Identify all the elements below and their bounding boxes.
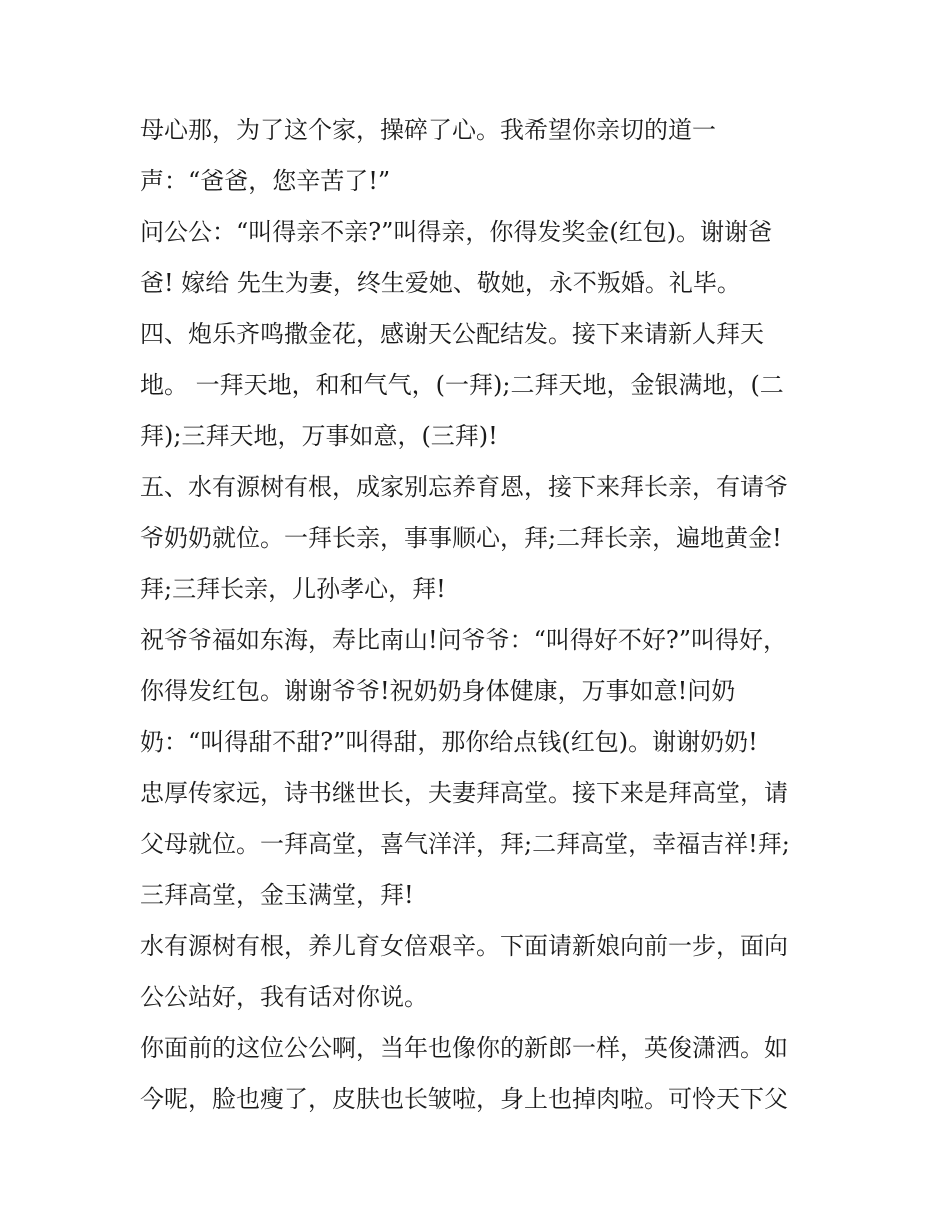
text-line: 拜;三拜长亲，儿孙孝心，拜! bbox=[140, 575, 446, 603]
text-line: 奶：“叫得甜不甜?”叫得甜，那你给点钱(红包)。谢谢奶奶! bbox=[140, 728, 758, 756]
text-line: 问公公：“叫得亲不亲?”叫得亲，你得发奖金(红包)。谢谢爸 bbox=[140, 218, 773, 246]
text-line: 母心那，为了这个家，操碎了心。我希望你亲切的道一 bbox=[140, 116, 716, 144]
text-line: 爸! 嫁给 先生为妻，终生爱她、敬她，永不叛婚。礼毕。 bbox=[140, 269, 741, 297]
text-line: 今呢，脸也瘦了，皮肤也长皱啦，身上也掉肉啦。可怜天下父 bbox=[140, 1085, 788, 1113]
text-line: 祝爷爷福如东海，寿比南山!问爷爷：“叫得好不好?”叫得好， bbox=[140, 626, 788, 654]
text-line: 拜);三拜天地，万事如意，(三拜)! bbox=[140, 422, 498, 450]
text-line: 水有源树有根，养儿育女倍艰辛。下面请新娘向前一步，面向 bbox=[140, 932, 788, 960]
text-line: 忠厚传家远，诗书继世长，夫妻拜高堂。接下来是拜高堂，请 bbox=[140, 779, 788, 807]
text-line: 三拜高堂，金玉满堂，拜! bbox=[140, 881, 414, 909]
text-line: 爷奶奶就位。一拜长亲，事事顺心，拜;二拜长亲，遍地黄金! bbox=[140, 524, 782, 552]
text-line: 公公站好，我有话对你说。 bbox=[140, 983, 428, 1011]
text-line: 你面前的这位公公啊，当年也像你的新郎一样，英俊潇洒。如 bbox=[140, 1034, 788, 1062]
text-line: 四、炮乐齐鸣撒金花，感谢天公配结发。接下来请新人拜天 bbox=[140, 320, 764, 348]
document-body bbox=[140, 105, 820, 1125]
text-line: 地。 一拜天地，和和气气，(一拜);二拜天地，金银满地，(二 bbox=[140, 371, 784, 399]
text-line: 父母就位。一拜高堂，喜气洋洋，拜;二拜高堂，幸福吉祥!拜; bbox=[140, 830, 790, 858]
text-line: 五、水有源树有根，成家别忘养育恩，接下来拜长亲，有请爷 bbox=[140, 473, 788, 501]
text-line: 你得发红包。谢谢爷爷!祝奶奶身体健康，万事如意!问奶 bbox=[140, 677, 736, 705]
text-line: 声：“爸爸，您辛苦了!” bbox=[140, 167, 391, 195]
